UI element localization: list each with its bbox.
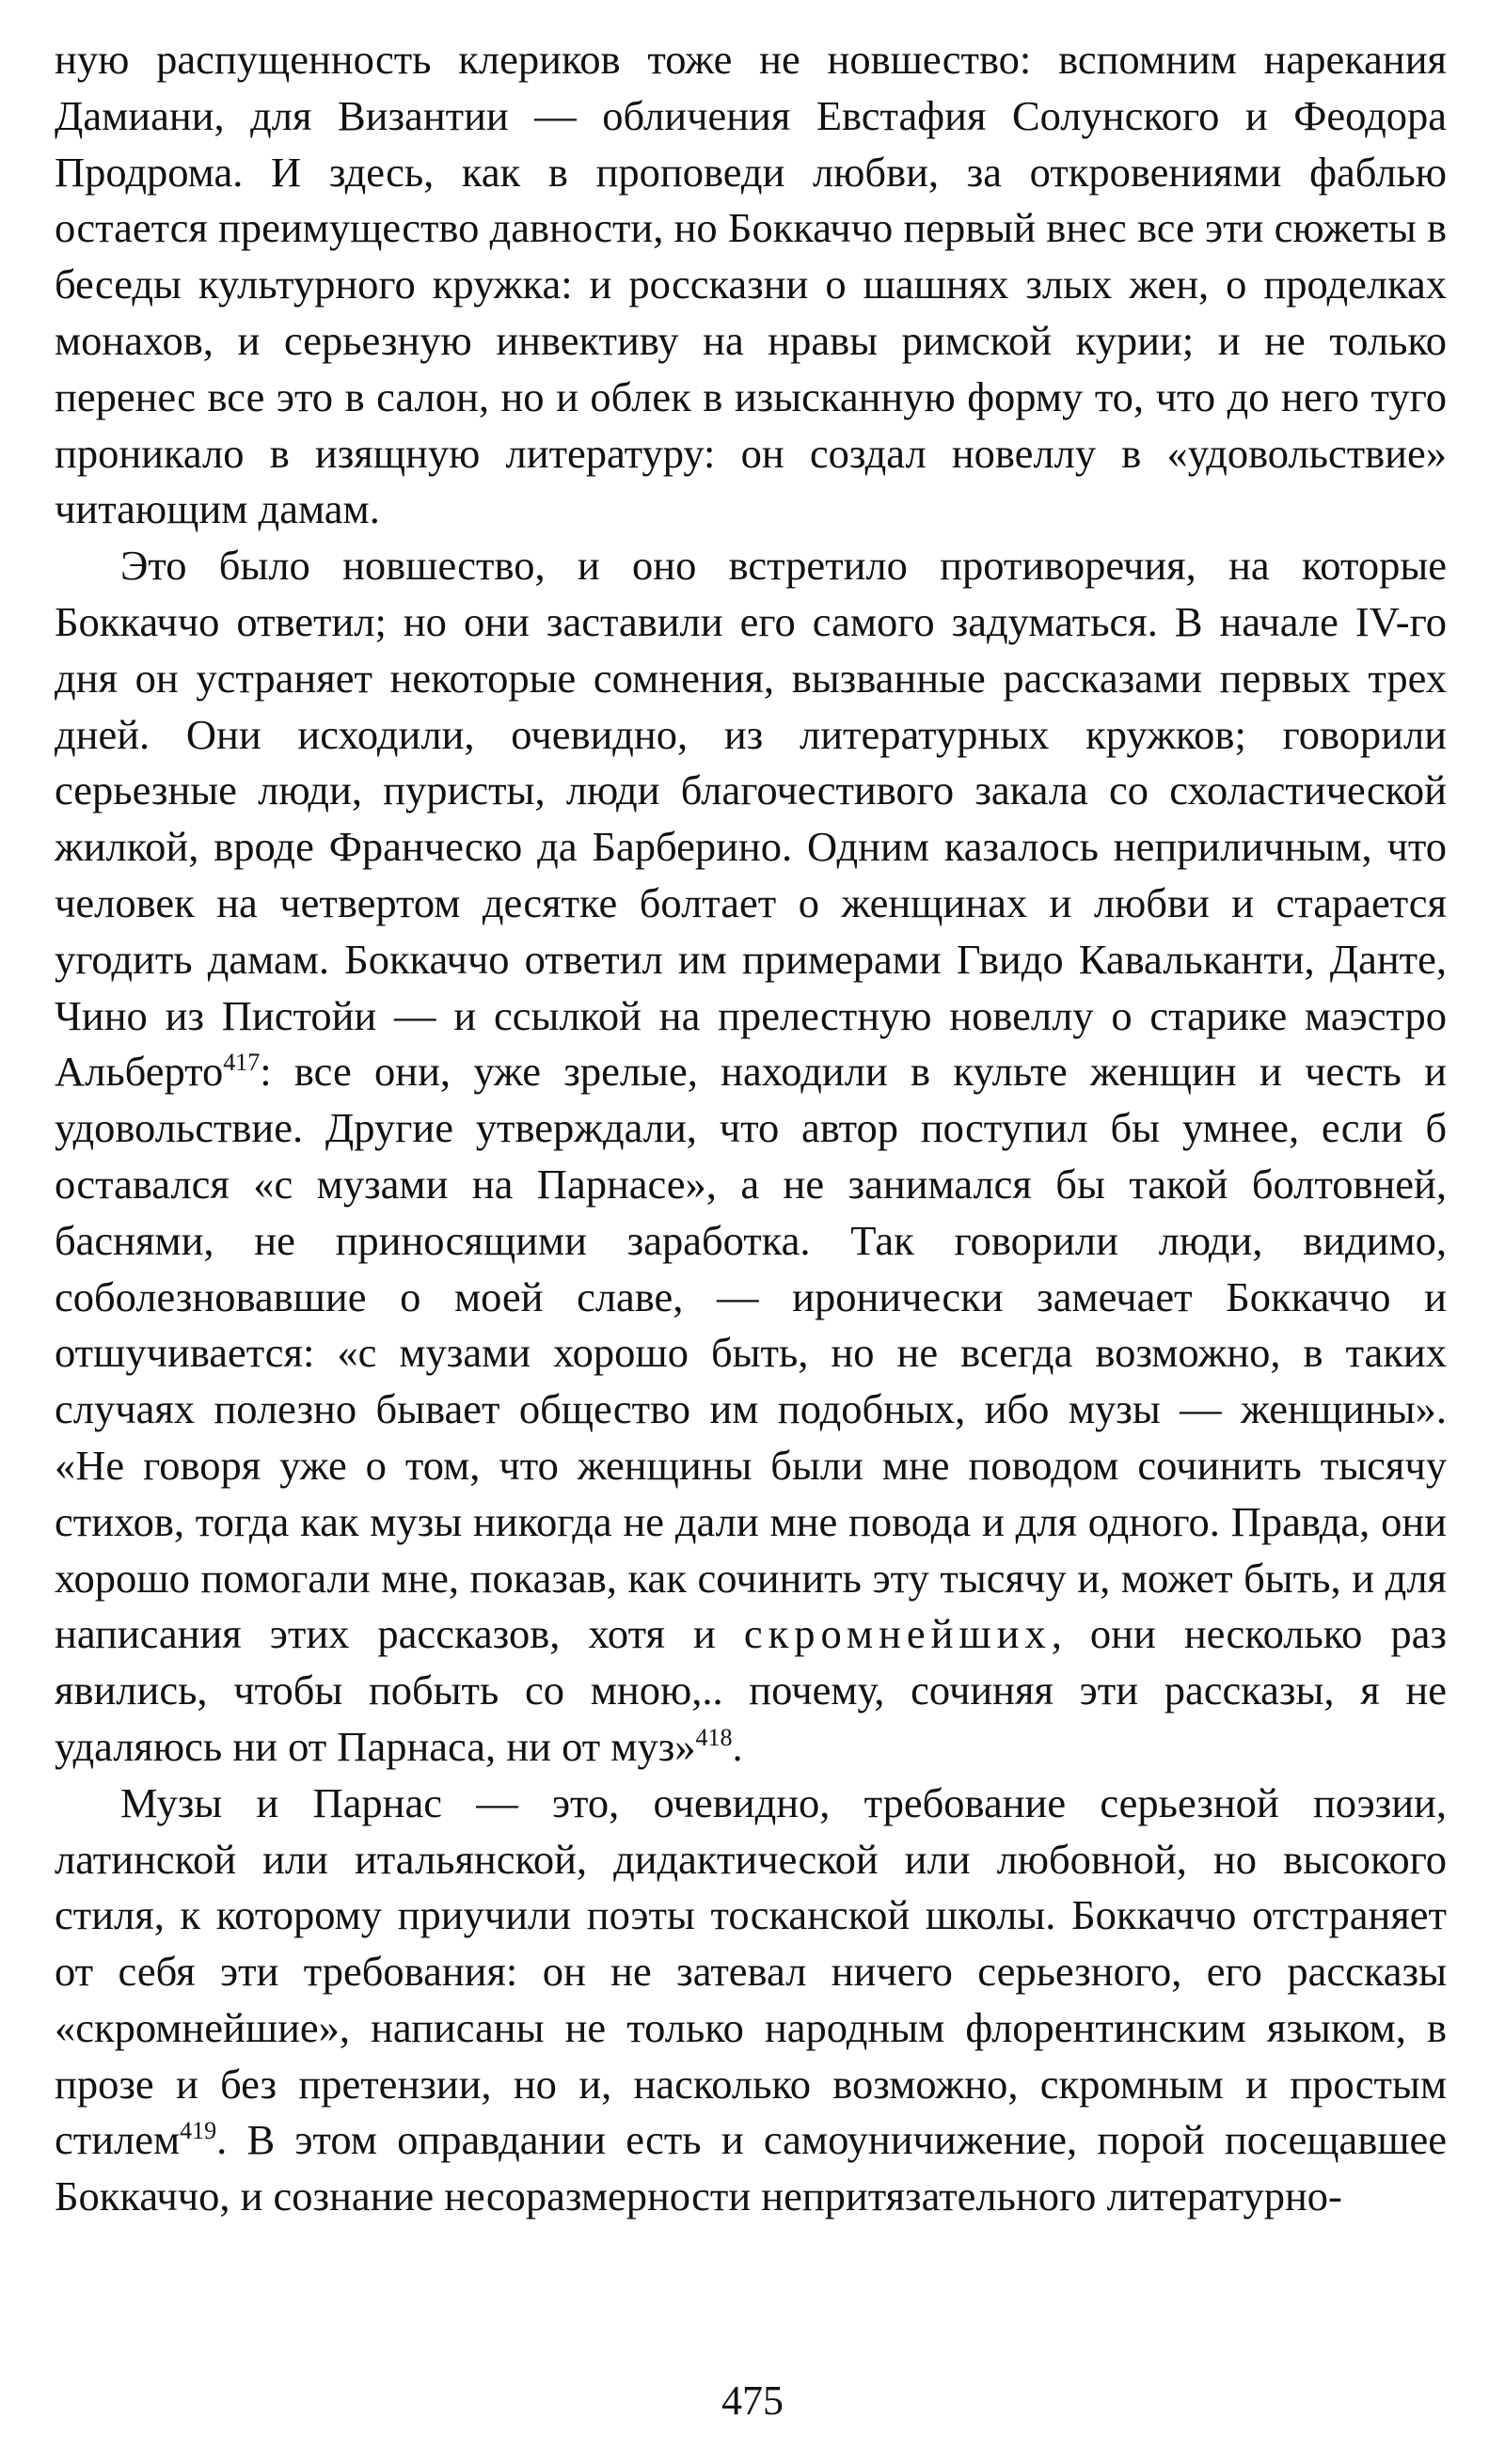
page-body [55, 32, 1447, 2225]
paragraph-1-text: ную распущенность клериков тоже не новшество: вспомним нарекания Дамиани, для Византии — обличения Евстафия Солунского и Феодора Продрома. И здесь, как в проповеди любви, за откровениями фаблью остается преимущество давности, но Боккаччо первый внес все эти сюжеты в беседы культурного кружка: и россказни о шашнях злых жен, о проделках монахов, и серьезную инвективу на нравы римской курии; и не только перенес все это в салон, но и облек в изысканную форму то, что до него туго проникало в изящную литературу: он создал новеллу в «удовольствие» читающим дамам. [55, 36, 1447, 533]
paragraph-3-text-a: Музы и Парнас — это, очевидно, требование серьезной поэзии, латинской или итальянской, дидактической или любовной, но высокого стиля, к которому приучили поэты тосканской школы. Боккаччо отстраняет от себя эти требования: он не затевал ничего серьезного, его рассказы «скромнейшие», написаны не только народным флорентинским языком, в прозе и без претензии, но и, насколько возможно, скромным и простым стилем [55, 1778, 1447, 2164]
page-number: 475 [721, 2377, 784, 2424]
paragraph-3 [55, 1776, 1447, 2225]
paragraph-3-text-b: . В этом оправдании есть и самоуничижение, порой посещавшее Боккаччо, и сознание несоразмерности непритязательного литературно- [55, 2116, 1447, 2220]
paragraph-2 [55, 538, 1447, 1776]
paragraph-2-text-d: . [732, 1722, 743, 1770]
spaced-emphasis: скромнейших [743, 1610, 1052, 1658]
paragraph-2-text-c: , они несколько раз явились, чтобы побыть со мною,.. почему, сочиняя эти рассказы, я не удаляюсь ни от Парнаса, ни от муз» [55, 1610, 1447, 1770]
footnote-ref-417: 417 [223, 1049, 261, 1077]
paragraph-1 [55, 32, 1447, 538]
paragraph-2-text-a: Это было новшество, и оно встретило противоречия, на которые Боккаччо ответил; но они заставили его самого задуматься. В начале IV-го дня он устраняет некоторые сомнения, вызванные рассказами первых трех дней. Они исходили, очевидно, из литературных кружков; говорили серьезные люди, пуристы, люди благочестивого закала со схоластической жилкой, вроде Франческо да Барберино. Одним казалось неприличным, что человек на четвертом десятке болтает о женщинах и любви и старается угодить дамам. Боккаччо ответил им примерами Гвидо Кавальканти, Данте, Чино из Пистойи — и ссылкой на прелестную новеллу о старике маэстро Альберто [55, 542, 1447, 1096]
footnote-ref-419: 419 [180, 2117, 217, 2145]
paragraph-2-text-b: : все они, уже зрелые, находили в культе женщин и честь и удовольствие. Другие утверждали, что автор поступил бы умнее, если б оставался «с музами на Парнасе», а не занимался бы такой болтовней, баснями, не приносящими заработка. Так говорили люди, видимо, соболезновавшие о моей славе, — иронически замечает Боккаччо и отшучивается: «с музами хорошо быть, но не всегда возможно, в таких случаях полезно бывает общество им подобных, ибо музы — женщины». «Не говоря уже о том, что женщины были мне поводом сочинить тысячу стихов, тогда как музы никогда не дали мне повода и для одного. Правда, они хорошо помогали мне, показав, как сочинить эту тысячу и, может быть, и для написания этих рассказов, хотя и [55, 1048, 1447, 1658]
footnote-ref-418: 418 [695, 1724, 733, 1752]
